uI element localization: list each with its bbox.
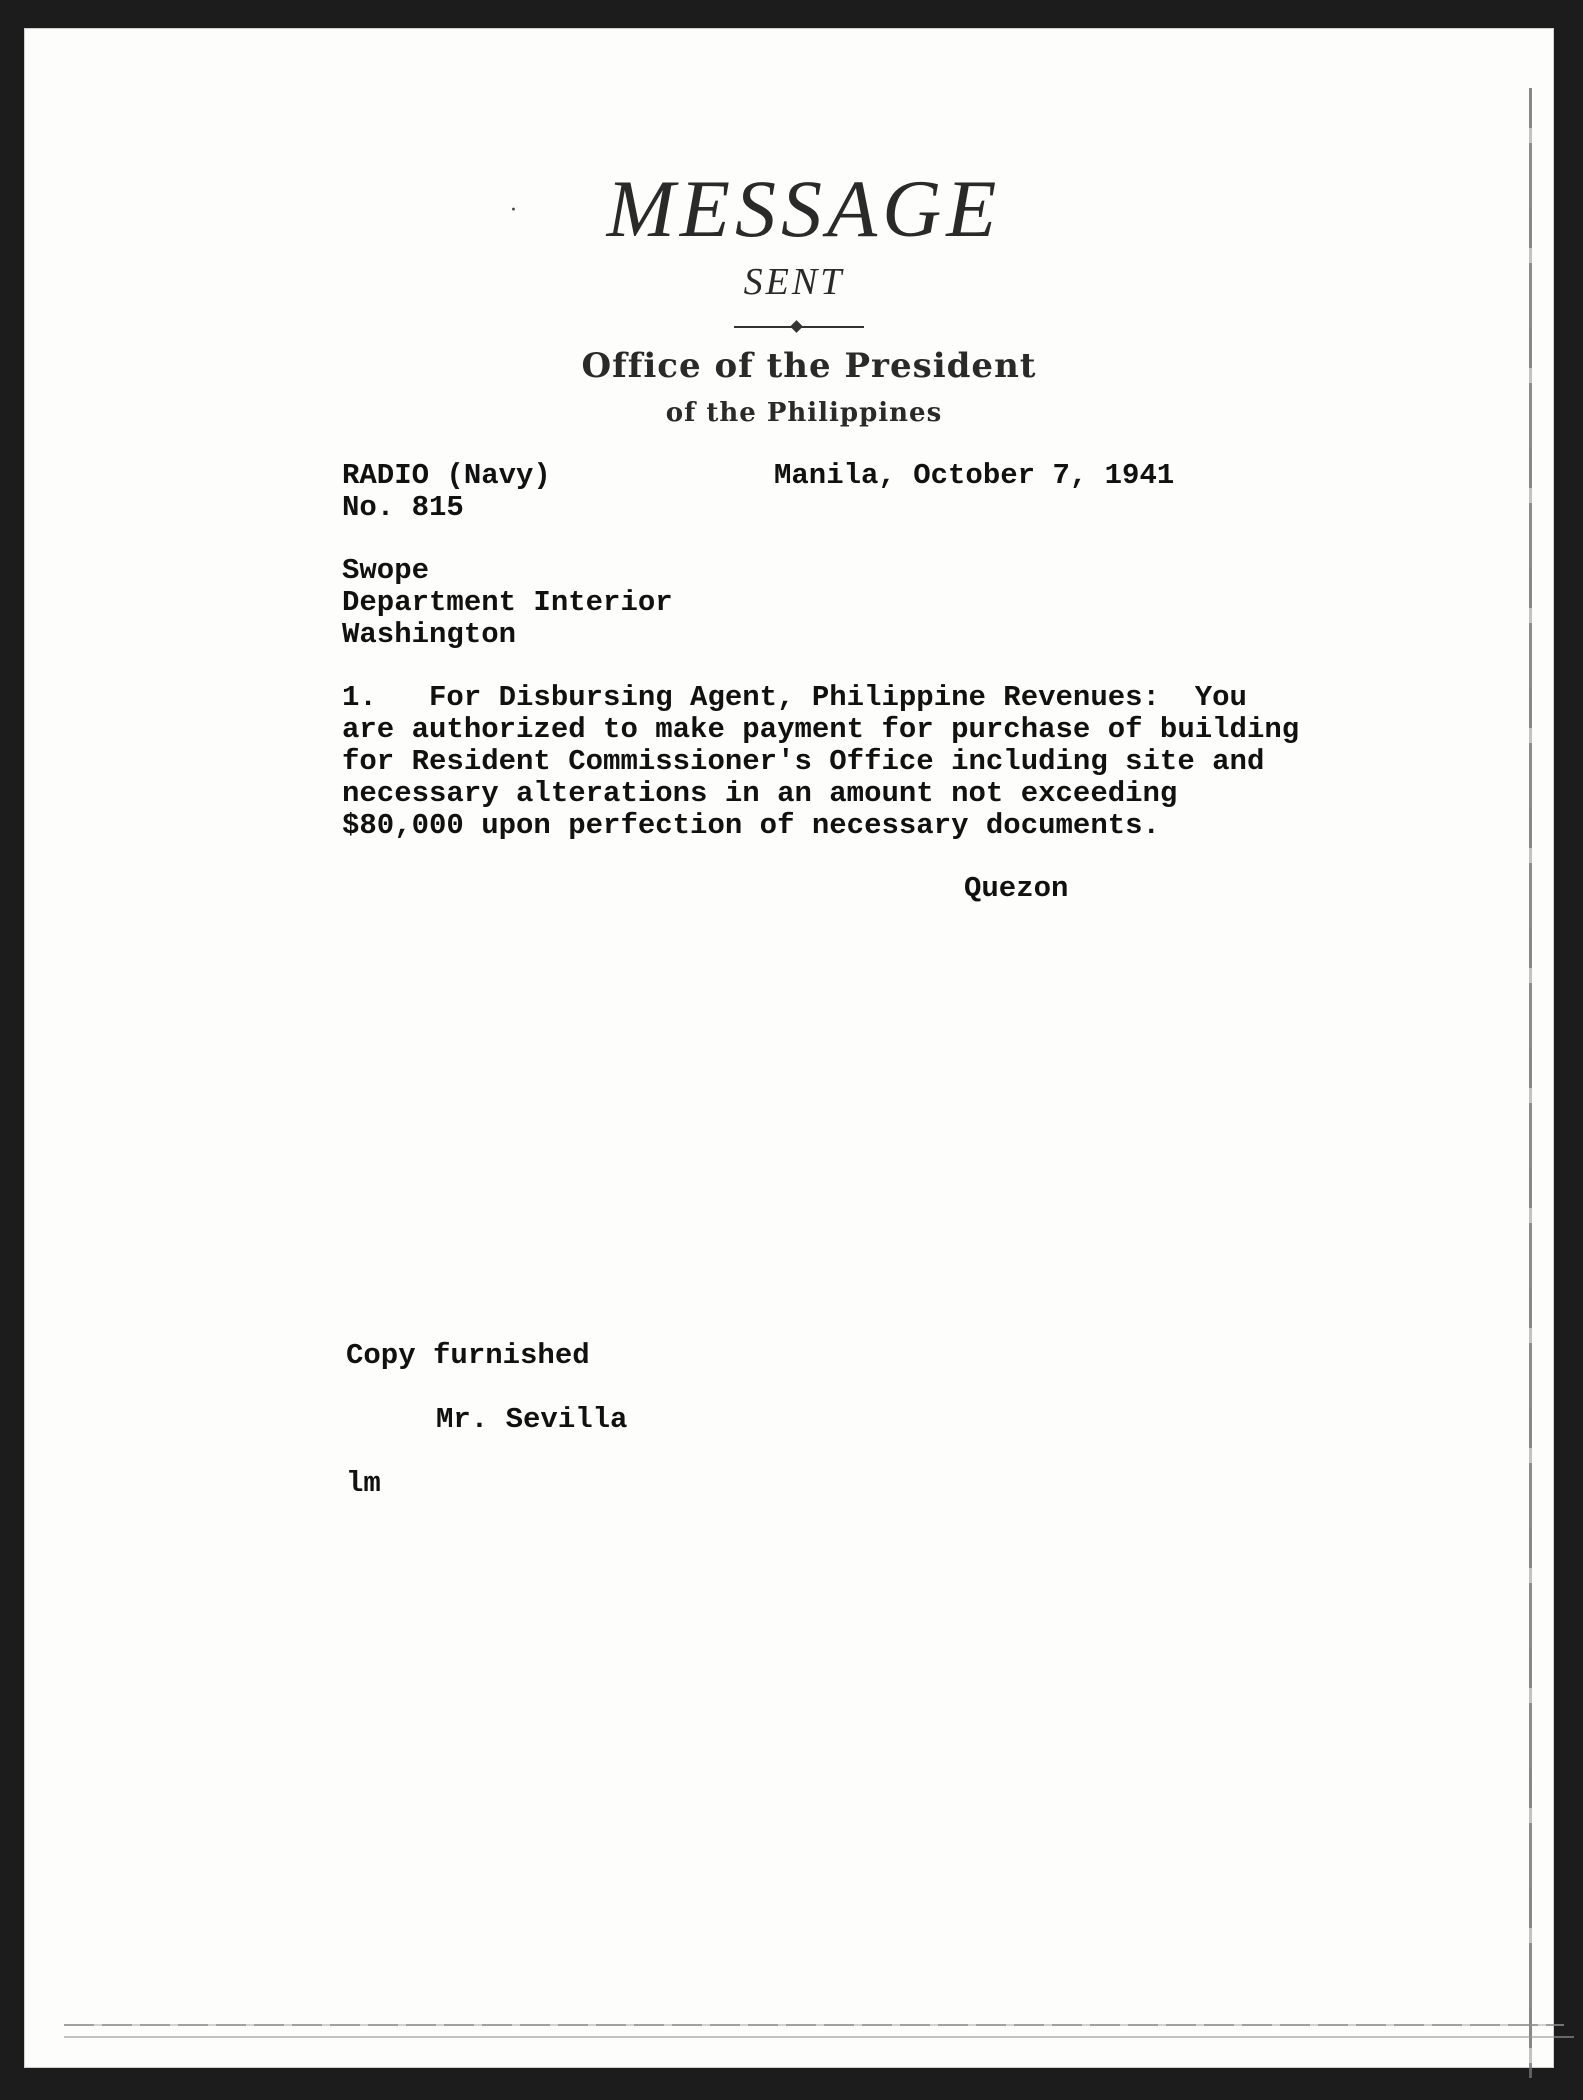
message-number: No. 815: [342, 491, 464, 524]
letterhead-office: Office of the President: [581, 346, 1037, 386]
body-line-3: for Resident Commissioner's Office including site and: [342, 745, 1265, 778]
body-line-2: are authorized to make payment for purchase of building: [342, 713, 1300, 746]
copy-recipient: Mr. Sevilla: [436, 1403, 628, 1436]
place-date: Manila, October 7, 1941: [774, 459, 1175, 492]
letterhead-office-sub: of the Philippines: [665, 398, 943, 428]
addressee-name: Swope: [342, 554, 430, 587]
document-page: [24, 28, 1554, 2068]
stray-mark: ·: [510, 198, 517, 223]
letterhead: [24, 163, 1554, 428]
page-edge-bottom: [64, 2024, 1564, 2026]
letterhead-subtitle: SENT: [743, 261, 845, 303]
addressee-department: Department Interior: [342, 586, 673, 619]
body-line-1: 1. For Disbursing Agent, Philippine Revenues: You: [342, 681, 1247, 714]
page-edge-bottom-shadow: [64, 2036, 1574, 2038]
typist-initials: lm: [346, 1467, 381, 1500]
signature: Quezon: [964, 872, 1069, 905]
addressee-city: Washington: [342, 618, 517, 651]
letterhead-title: MESSAGE: [606, 163, 1002, 254]
body-line-5: $80,000 upon perfection of necessary documents.: [342, 809, 1160, 842]
transmission-type: RADIO (Navy): [342, 459, 551, 492]
body-line-4: necessary alterations in an amount not exceeding: [342, 777, 1178, 810]
copy-furnished-label: Copy furnished: [346, 1339, 590, 1372]
letterhead-divider: [734, 326, 864, 328]
